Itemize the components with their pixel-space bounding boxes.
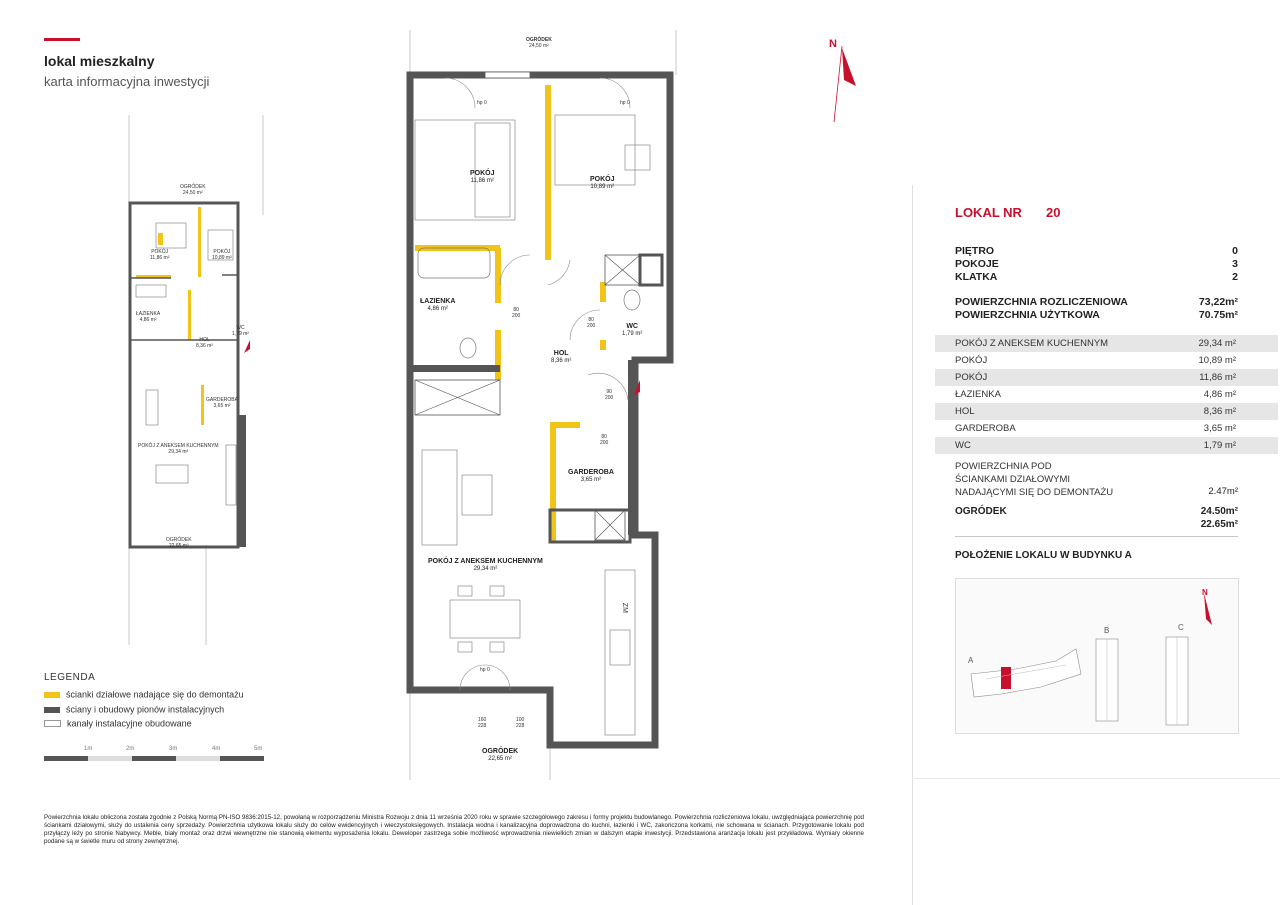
- room-living-kitchen-label: POKÓJ Z ANEKSEM KUCHENNYM 29,34 m²: [428, 558, 543, 573]
- room-row: ŁAZIENKA 4,86 m²: [955, 389, 1236, 400]
- room-row: WC 1,79 m²: [935, 437, 1278, 454]
- document-subtitle: karta informacyjna inwestycji: [44, 74, 210, 89]
- room-pokoj-1-label: POKÓJ 11,86 m²: [470, 170, 495, 185]
- hp-mark: hp 0: [620, 100, 630, 106]
- legend-swatch-outline: [44, 720, 61, 727]
- room-wc-label: WC 1,79 m²: [622, 323, 643, 338]
- scale-bar: [44, 752, 269, 766]
- door-mark: 160 228: [478, 717, 487, 729]
- overview-room-1-label: POKÓJ 11,86 m²: [150, 249, 170, 261]
- lokal-number: 20: [1046, 205, 1061, 220]
- legal-footnote: Powierzchnia lokalu obliczona została zgodnie z Polską Normą PN-ISO 9836:2015-12, powołaną w rozporządzeniu Ministra Rozwoju z dnia 11 września 2020 roku w sprawie szczegółowego zakresu i formy projektu budowlanego. Powierzchnia rozliczeniowa lokalu, uwzględniająca powierzchnię pod ściankami działowymi, służy do ustalenia ceny sprzedaży. Powierzchnia użytkowa lokalu służy do celów ewidencyjnych i wieczystoksięgowych. Instalacja wodna i kanalizacyjna doprowadzona do kuchni, łazienki i WC, zakończona korkami, nie schowana w ścianach. Przygotowanie lokalu pod przyłączy leży po stronie Nabywcy. Meble, biały montaż oraz drzwi wewnętrzne nie stanowią elementu wyposażenia lokalu. Deweloper zastrzega sobie możliwość wprowadzenia niewielkich zmian w dalszym etapie inwestycji. Przedstawiona aranżacja lokalu jest przykładowa. Wymiary okienne podane są w świetle muru od strony zewnętrznej.: [44, 814, 864, 846]
- overview-garden-bottom-label: OGRÓDEK 22,65 m²: [166, 537, 192, 549]
- room-hol-label: HOL 8,36 m²: [551, 350, 572, 365]
- scale-label: 4m: [212, 746, 221, 752]
- site-plan: [955, 578, 1239, 734]
- garden-value-1: 24.50m²: [1200, 506, 1238, 517]
- demontaz-label: POWIERZCHNIA POD ŚCIANKAMI DZIAŁOWYMI NADAJĄCYMI SIĘ DO DEMONTAŻU: [955, 461, 1114, 498]
- info-label-staircase: KLATKA: [955, 271, 998, 283]
- overview-hall-label: HOL 8,36 m²: [196, 337, 213, 349]
- area-label-settlement: POWIERZCHNIA ROZLICZENIOWA: [955, 296, 1128, 308]
- demontaz-value: 2.47m²: [1208, 486, 1238, 497]
- info-label-rooms: POKOJE: [955, 258, 999, 270]
- garden-top-label: OGRÓDEK 24,50 m²: [526, 37, 552, 49]
- door-mark: 80 200: [512, 307, 521, 319]
- info-value-staircase: 2: [1232, 271, 1238, 283]
- area-value-settlement: 73,22m²: [1198, 296, 1238, 308]
- room-row: GARDEROBA 3,65 m²: [955, 423, 1236, 434]
- building-label-c: C: [1178, 623, 1184, 632]
- site-north-label: N: [1202, 588, 1208, 597]
- overview-bathroom-label: ŁAZIENKA 4,86 m²: [136, 311, 161, 323]
- legend-swatch-yellow: [44, 692, 60, 698]
- legend-item-walls: ściany i obudowy pionów instalacyjnych: [44, 704, 224, 714]
- area-label-usable: POWIERZCHNIA UŻYTKOWA: [955, 309, 1100, 321]
- door-mark: 100 228: [516, 717, 525, 729]
- info-value-floor: 0: [1232, 245, 1238, 257]
- info-value-rooms: 3: [1232, 258, 1238, 270]
- room-pokoj-2-label: POKÓJ 10,89 m²: [590, 176, 615, 191]
- room-row: POKÓJ 10,89 m²: [955, 355, 1236, 366]
- floor-plan: [400, 30, 690, 780]
- room-row: POKÓJ Z ANEKSEM KUCHENNYM 29,34 m²: [935, 335, 1278, 352]
- overview-garden-top-label: OGRÓDEK 24,50 m²: [180, 184, 206, 196]
- overview-wc-label: WC 1,79 m²: [232, 325, 249, 337]
- building-label-a: A: [968, 656, 974, 665]
- scale-label: 3m: [169, 746, 178, 752]
- hp-mark: hp 0: [480, 667, 490, 673]
- room-lazienka-label: ŁAZIENKA 4,86 m²: [420, 298, 456, 313]
- site-plan-drawing: [956, 579, 1238, 733]
- scale-label: 5m: [254, 746, 263, 752]
- legend-title: LEGENDA: [44, 672, 96, 683]
- garden-label: OGRÓDEK: [955, 506, 1007, 517]
- overview-room-2-label: POKÓJ 10,89 m²: [212, 249, 232, 261]
- info-label-floor: PIĘTRO: [955, 245, 995, 257]
- room-garderoba-label: GARDEROBA 3,65 m²: [568, 469, 614, 484]
- room-row: POKÓJ 11,86 m²: [935, 369, 1278, 386]
- overview-wardrobe-label: GARDEROBA 3,65 m²: [206, 397, 238, 409]
- legend-item-channels: kanały instalacyjne obudowane: [44, 718, 192, 728]
- door-mark: 80 200: [600, 434, 609, 446]
- legend-item-demolition: ścianki działowe nadające się do demontażu: [44, 689, 244, 699]
- lokal-label: LOKAL NR: [955, 205, 1022, 220]
- header-accent-bar: [44, 38, 80, 41]
- panel-lower-rule: [915, 778, 1280, 779]
- zm-mark: ZM: [620, 602, 628, 613]
- room-row: HOL 8,36 m²: [935, 403, 1278, 420]
- area-value-usable: 70.75m²: [1198, 309, 1238, 321]
- legend-swatch-dark: [44, 707, 60, 713]
- north-letter: N: [829, 38, 837, 50]
- scale-label: 2m: [126, 746, 135, 752]
- door-mark: 90 200: [605, 389, 614, 401]
- door-mark: 80 200: [587, 317, 596, 329]
- garden-value-2: 22.65m²: [1200, 519, 1238, 530]
- panel-rule: [955, 536, 1238, 537]
- location-title: POŁOŻENIE LOKALU W BUDYNKU A: [955, 550, 1132, 561]
- panel-divider: [912, 185, 913, 905]
- hp-mark: hp 0: [477, 100, 487, 106]
- overview-living-label: POKÓJ Z ANEKSEM KUCHENNYM 29,34 m²: [138, 443, 219, 455]
- document-title: lokal mieszkalny: [44, 53, 155, 69]
- building-label-b: B: [1104, 626, 1110, 635]
- scale-label: 1m: [84, 746, 93, 752]
- garden-bottom-label: OGRÓDEK 22,65 m²: [482, 748, 519, 763]
